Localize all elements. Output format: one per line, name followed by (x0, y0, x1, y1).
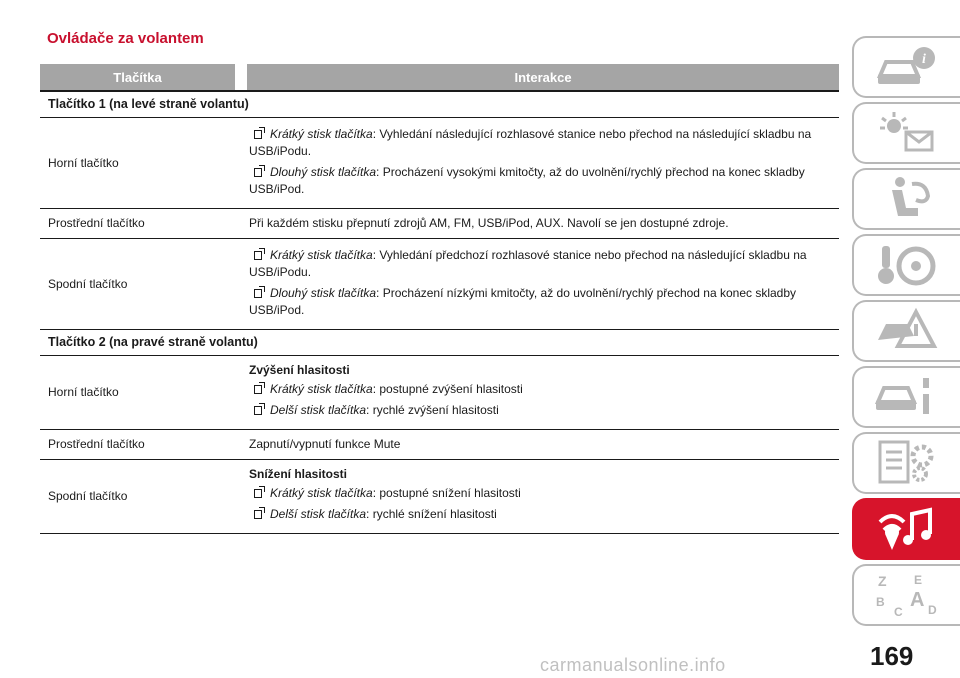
alphabetical-index-icon (872, 570, 942, 620)
key-steering-icon (872, 240, 942, 290)
short-press-label: Krátký stisk tlačítka (270, 127, 373, 141)
bullet-icon (254, 130, 262, 139)
row-label: Prostřední tlačítko (48, 437, 145, 451)
svg-text:A: A (910, 589, 925, 611)
specifications-icon (872, 438, 942, 488)
volume-down-heading: Snížení hlasitosti (249, 467, 348, 481)
long-press-label: Delší stisk tlačítka (270, 403, 367, 417)
section-right-button: Tlačítko 2 (na pravé straně volantu) (48, 335, 258, 349)
row-label: Horní tlačítko (48, 155, 119, 170)
long-press-label: Dlouhý stisk tlačítka (270, 286, 377, 300)
tab-car-maintenance[interactable] (852, 366, 960, 428)
bullet-icon (254, 289, 262, 298)
page-title: Ovládače za volantem (47, 30, 204, 47)
tab-car-info[interactable] (852, 36, 960, 98)
volume-up-heading: Zvýšení hlasitosti (249, 363, 350, 377)
row-label: Spodní tlačítko (48, 276, 128, 291)
tab-seat-airbag[interactable] (852, 168, 960, 230)
description: : Procházení nízkými kmitočty, až do uvolnění/rychlý přechod na konec skladby USB/iPod. (249, 286, 797, 317)
table-header (40, 64, 839, 90)
header-buttons: Tlačítka (40, 64, 235, 90)
seat-airbag-icon (872, 174, 942, 224)
long-press-label: Dlouhý stisk tlačítka (270, 165, 377, 179)
svg-text:i: i (922, 52, 926, 67)
car-info-icon (872, 42, 942, 92)
bullet-icon (254, 251, 262, 260)
section-left-button: Tlačítko 1 (na levé straně volantu) (48, 97, 249, 111)
page-number: 169 (870, 641, 914, 671)
row-content (249, 356, 839, 429)
short-press-label: Krátký stisk tlačítka (270, 486, 373, 500)
divider (40, 533, 839, 534)
table-row (40, 209, 839, 238)
description: : rychlé zvýšení hlasitosti (366, 403, 499, 417)
table-row (40, 460, 839, 533)
svg-text:C: C (894, 605, 903, 619)
svg-text:B: B (876, 595, 885, 609)
description: : Procházení vysokými kmitočty, až do uvolnění/rychlý přechod na konec skladby USB/iPod. (249, 165, 805, 196)
row-label: Spodní tlačítko (48, 489, 128, 503)
watermark: carmanualsonline.info (540, 655, 726, 675)
row-content: Zapnutí/vypnutí funkce Mute (249, 437, 401, 451)
tab-accident[interactable] (852, 300, 960, 362)
bullet-icon (254, 510, 262, 519)
bullet-icon (254, 489, 262, 498)
description: : postupné zvýšení hlasitosti (372, 382, 523, 396)
controls-table (40, 64, 839, 534)
row-content: Při každém stisku přepnutí zdrojů AM, FM, USB/iPod, AUX. Navolí se jen dostupné zdroje. (249, 216, 729, 230)
bullet-icon (254, 385, 262, 394)
tab-warning-lights[interactable] (852, 102, 960, 164)
svg-text:E: E (914, 573, 923, 587)
description: : postupné snížení hlasitosti (372, 486, 521, 500)
tab-specifications[interactable] (852, 432, 960, 494)
bullet-icon (254, 406, 262, 415)
tab-multimedia[interactable] (852, 498, 960, 560)
row-content (249, 239, 839, 329)
multimedia-icon (872, 504, 942, 554)
bullet-icon (254, 168, 262, 177)
row-content (249, 118, 839, 208)
tab-key-steering[interactable] (852, 234, 960, 296)
description: : Vyhledání předchozí rozhlasové stanice nebo přechod na následující skladbu na USB/iPodu. (249, 248, 807, 279)
description: : rychlé snížení hlasitosti (366, 507, 497, 521)
car-maintenance-icon (872, 372, 942, 422)
tab-index[interactable] (852, 564, 960, 626)
table-row (40, 430, 839, 459)
table-row (40, 239, 839, 329)
row-label: Horní tlačítko (48, 385, 119, 399)
svg-text:D: D (928, 603, 937, 617)
svg-text:Z: Z (878, 573, 887, 589)
row-content (249, 460, 839, 533)
accident-icon (872, 306, 942, 356)
description: : Vyhledání následující rozhlasové stanice nebo přechod na následující skladbu na USB/iPodu. (249, 127, 812, 158)
long-press-label: Delší stisk tlačítka (270, 507, 367, 521)
short-press-label: Krátký stisk tlačítka (270, 382, 373, 396)
short-press-label: Krátký stisk tlačítka (270, 248, 373, 262)
warning-lights-icon (872, 108, 942, 158)
table-row (40, 118, 839, 208)
row-label: Prostřední tlačítko (48, 216, 145, 230)
header-interaction: Interakce (247, 64, 839, 90)
table-row (40, 356, 839, 429)
